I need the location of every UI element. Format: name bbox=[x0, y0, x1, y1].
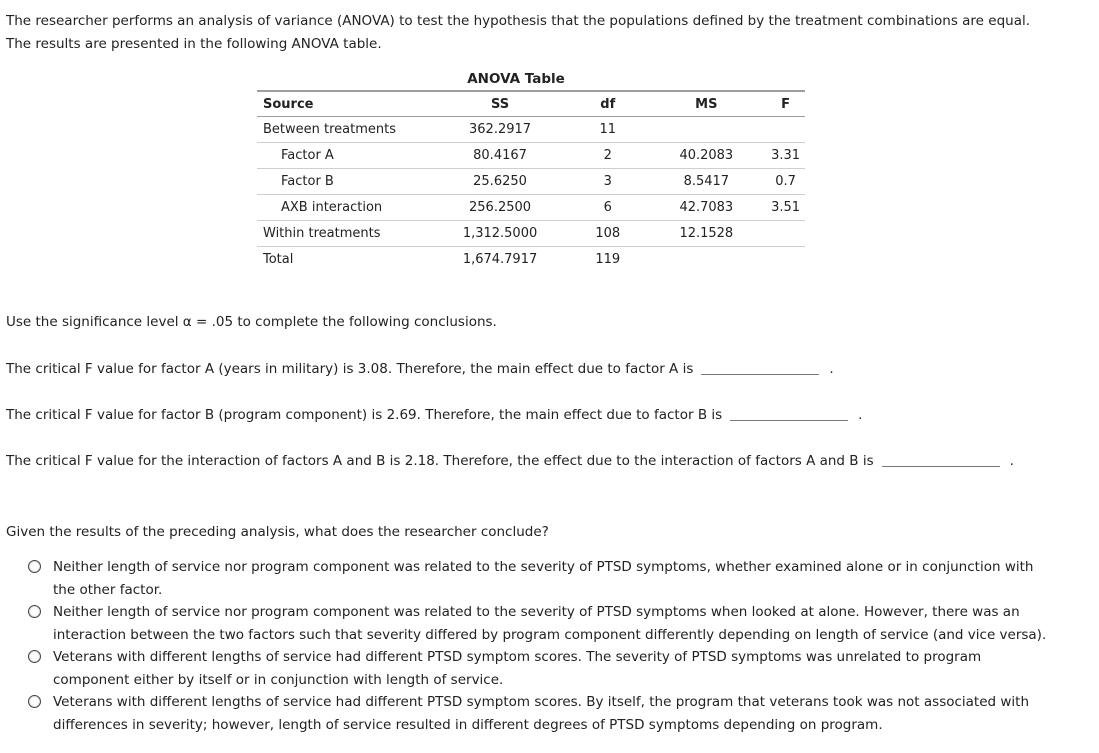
table-row bbox=[257, 117, 805, 143]
row-f bbox=[766, 247, 805, 273]
row-f: 0.7 bbox=[766, 169, 805, 195]
row-ms: 8.5417 bbox=[646, 169, 766, 195]
option-line-2: interaction between the two factors such that severity differed by program component differently depending on length of service (and vice versa). bbox=[53, 626, 1047, 643]
header-ms: MS bbox=[646, 91, 766, 117]
option-line-2: differences in severity; however, length of service resulted in different degrees of PTSD symptoms depending on program. bbox=[53, 716, 883, 733]
table-row bbox=[257, 143, 805, 169]
table-row bbox=[257, 247, 805, 273]
conclusion-text: The critical F value for factor B (program component) is 2.69. Therefore, the main effect due to factor B is bbox=[6, 407, 723, 423]
intro-text bbox=[6, 10, 1086, 56]
row-ss: 362.2917 bbox=[431, 117, 569, 143]
intro-line-1: The researcher performs an analysis of variance (ANOVA) to test the hypothesis that the populations defined by the treatment combinations are equal. bbox=[6, 13, 1031, 29]
row-ss: 25.6250 bbox=[431, 169, 569, 195]
row-ss: 1,312.5000 bbox=[431, 221, 569, 247]
radio-button-icon[interactable] bbox=[28, 560, 41, 573]
conclusion-period: . bbox=[1009, 453, 1014, 469]
conclusion-period: . bbox=[829, 361, 834, 377]
row-df: 11 bbox=[569, 117, 646, 143]
row-source: Within treatments bbox=[257, 221, 431, 247]
row-source: Factor A bbox=[257, 143, 431, 169]
conclusion-period: . bbox=[858, 407, 863, 423]
row-df: 119 bbox=[595, 252, 621, 267]
question-text: Given the results of the preceding analysis, what does the researcher conclude? bbox=[6, 524, 549, 540]
anova-table bbox=[257, 90, 805, 272]
row-ms: 40.2083 bbox=[646, 143, 766, 169]
answer-option-4[interactable] bbox=[28, 691, 1078, 736]
row-ss: 1,674.7917 bbox=[462, 252, 538, 267]
option-line-1: Veterans with different lengths of service had different PTSD symptom scores. By itself, the program that veterans took was not associated with bbox=[53, 694, 1030, 710]
row-ss: 256.2500 bbox=[431, 195, 569, 221]
answer-option-2[interactable] bbox=[28, 601, 1078, 646]
table-row bbox=[257, 221, 805, 247]
row-ms: 12.1528 bbox=[646, 221, 766, 247]
radio-button-icon[interactable] bbox=[28, 605, 41, 618]
conclusion-interaction bbox=[6, 452, 1014, 469]
conclusion-factor-a bbox=[6, 360, 834, 377]
radio-button-icon[interactable] bbox=[28, 695, 41, 708]
header-df: df bbox=[569, 91, 646, 117]
option-line-2: the other factor. bbox=[53, 581, 163, 598]
significance-level-text: Use the significance level α = .05 to complete the following conclusions. bbox=[6, 314, 497, 330]
row-source: Between treatments bbox=[257, 117, 431, 143]
option-line-1: Veterans with different lengths of service had different PTSD symptom scores. The severity of PTSD symptoms was unrelated to program bbox=[53, 649, 982, 665]
radio-button-icon[interactable] bbox=[28, 650, 41, 663]
anova-table-title: ANOVA Table bbox=[467, 71, 565, 87]
conclusion-text: The critical F value for the interaction of factors A and B is 2.18. Therefore, the effect due to the interaction of factors A and B is bbox=[6, 453, 874, 469]
row-f: 3.51 bbox=[766, 195, 805, 221]
header-f: F bbox=[766, 91, 805, 117]
factor-a-answer-dropdown[interactable] bbox=[701, 360, 819, 375]
option-line-1: Neither length of service nor program component was related to the severity of PTSD symptoms, whether examined alone or in conjunction with bbox=[53, 559, 1034, 575]
answer-option-3[interactable] bbox=[28, 646, 1078, 691]
conclusion-factor-b bbox=[6, 406, 862, 423]
option-line-2: component either by itself or in conjunction with length of service. bbox=[53, 671, 504, 688]
row-f bbox=[766, 117, 805, 143]
answer-option-1[interactable] bbox=[28, 556, 1078, 601]
table-row bbox=[257, 195, 805, 221]
row-df: 6 bbox=[569, 195, 646, 221]
row-df: 108 bbox=[569, 221, 646, 247]
anova-header-row bbox=[257, 91, 805, 117]
row-ms bbox=[646, 117, 766, 143]
factor-b-answer-dropdown[interactable] bbox=[730, 406, 848, 421]
answer-options bbox=[28, 556, 1078, 736]
header-source: Source bbox=[257, 91, 431, 117]
row-ms: 42.7083 bbox=[646, 195, 766, 221]
intro-line-2: The results are presented in the following ANOVA table. bbox=[6, 36, 382, 52]
row-f: 3.31 bbox=[766, 143, 805, 169]
table-row bbox=[257, 169, 805, 195]
row-f bbox=[766, 221, 805, 247]
option-line-1: Neither length of service nor program component was related to the severity of PTSD symptoms when looked at alone. However, there was an bbox=[53, 604, 1020, 620]
row-source: AXB interaction bbox=[257, 195, 431, 221]
row-ms bbox=[646, 247, 766, 273]
row-df: 3 bbox=[569, 169, 646, 195]
conclusion-text: The critical F value for factor A (years in military) is 3.08. Therefore, the main effect due to factor A is bbox=[6, 361, 694, 377]
anova-table-container bbox=[257, 68, 805, 272]
interaction-answer-dropdown[interactable] bbox=[882, 452, 1000, 467]
row-source: Factor B bbox=[257, 169, 431, 195]
row-df: 2 bbox=[569, 143, 646, 169]
row-source: Total bbox=[263, 252, 294, 267]
row-ss: 80.4167 bbox=[431, 143, 569, 169]
header-ss: SS bbox=[431, 91, 569, 117]
